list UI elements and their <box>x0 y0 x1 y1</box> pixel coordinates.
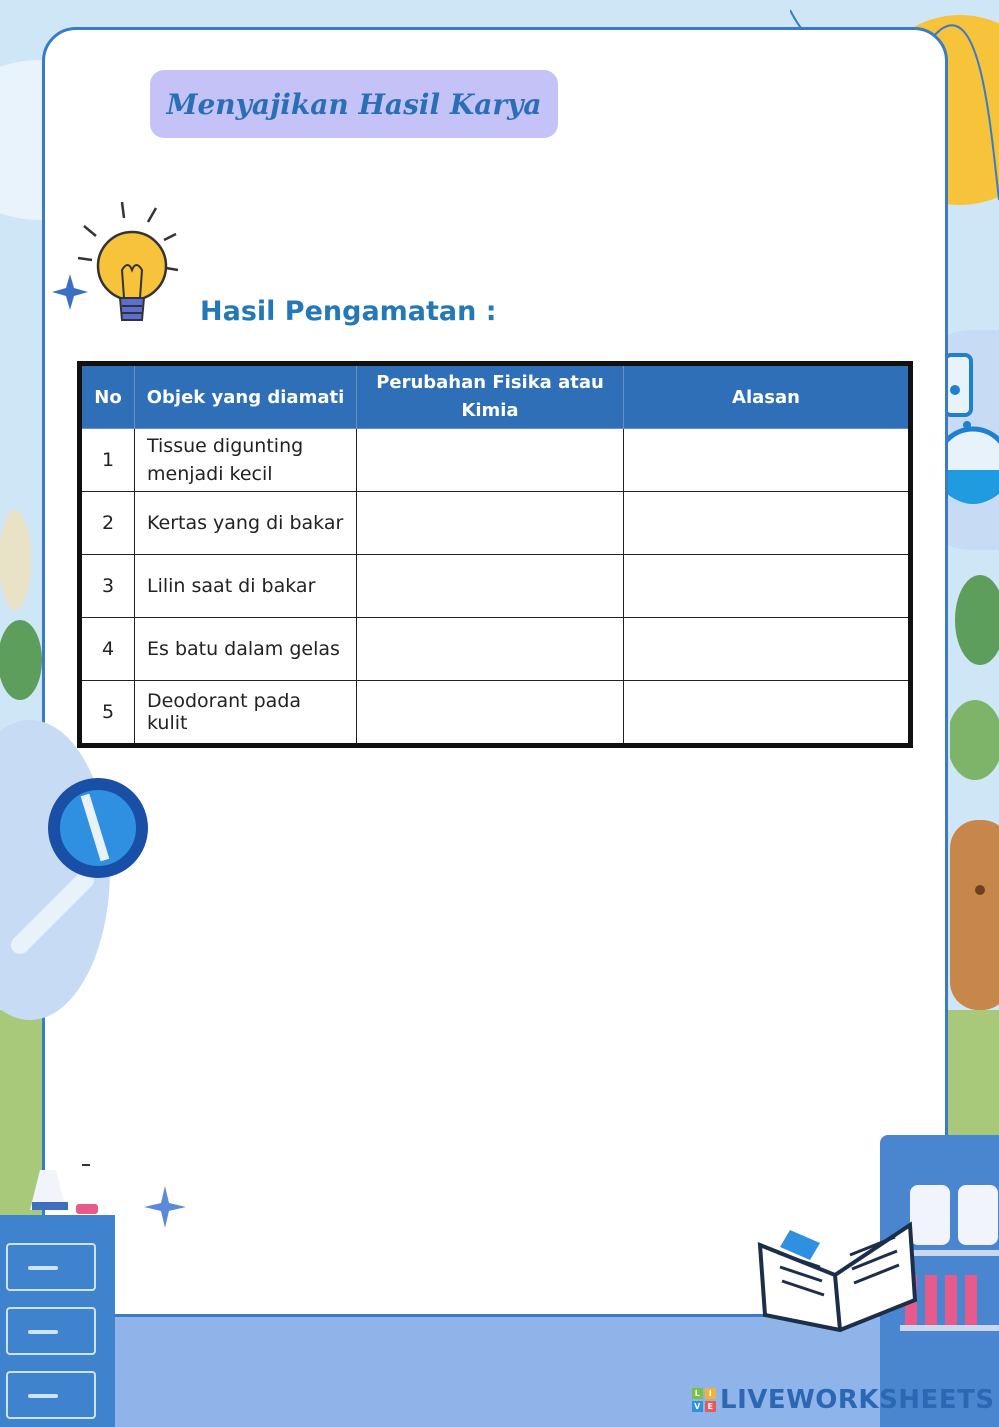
row-number: 2 <box>80 492 135 555</box>
answer-alasan-input[interactable] <box>624 492 911 555</box>
header-perubahan: Perubahan Fisika atau Kimia <box>357 364 624 429</box>
row-number: 5 <box>80 681 135 746</box>
table-row <box>80 681 911 746</box>
answer-alasan-input[interactable] <box>624 681 911 746</box>
table-row <box>80 555 911 618</box>
row-objek: Lilin saat di bakar <box>135 555 357 618</box>
answer-perubahan-input[interactable] <box>357 681 624 746</box>
page-title: Menyajikan Hasil Karya <box>166 87 542 121</box>
answer-perubahan-input[interactable] <box>357 429 624 492</box>
liveworksheets-brand[interactable] <box>692 1385 995 1415</box>
answer-perubahan-input[interactable] <box>357 618 624 681</box>
drawer <box>6 1243 96 1291</box>
answer-alasan-input[interactable] <box>624 555 911 618</box>
table-row <box>80 492 911 555</box>
table-row <box>80 429 911 492</box>
header-no: No <box>80 364 135 429</box>
magnifier-icon <box>0 700 180 1030</box>
row-objek: Deodorant pada kulit <box>135 681 357 746</box>
table-header-row <box>80 364 911 429</box>
table-row <box>80 618 911 681</box>
answer-perubahan-input[interactable] <box>357 555 624 618</box>
lightbulb-icon <box>44 196 204 346</box>
row-objek: Kertas yang di bakar <box>135 492 357 555</box>
row-number: 1 <box>80 429 135 492</box>
row-objek: Tissue digunting menjadi kecil <box>135 429 357 492</box>
row-objek: Es batu dalam gelas <box>135 618 357 681</box>
answer-alasan-input[interactable] <box>624 618 911 681</box>
row-number: 4 <box>80 618 135 681</box>
answer-alasan-input[interactable] <box>624 429 911 492</box>
open-book-icon <box>750 1205 920 1335</box>
observation-table <box>77 361 913 748</box>
title-banner <box>150 70 558 138</box>
cabinet-decoration <box>0 1215 115 1427</box>
brand-logo-icon: L I V E <box>692 1388 716 1412</box>
drawer <box>6 1307 96 1355</box>
sparkle-icon <box>144 1186 186 1228</box>
leaf-decoration <box>0 500 45 720</box>
answer-perubahan-input[interactable] <box>357 492 624 555</box>
row-number: 3 <box>80 555 135 618</box>
drawer <box>6 1371 96 1419</box>
lab-tools-decoration <box>10 1110 120 1220</box>
header-objek: Objek yang diamati <box>135 364 357 429</box>
brand-name: LIVEWORKSHEETS <box>720 1385 995 1415</box>
section-heading: Hasil Pengamatan : <box>200 296 497 327</box>
header-alasan: Alasan <box>624 364 911 429</box>
plant-decoration <box>950 560 999 1010</box>
